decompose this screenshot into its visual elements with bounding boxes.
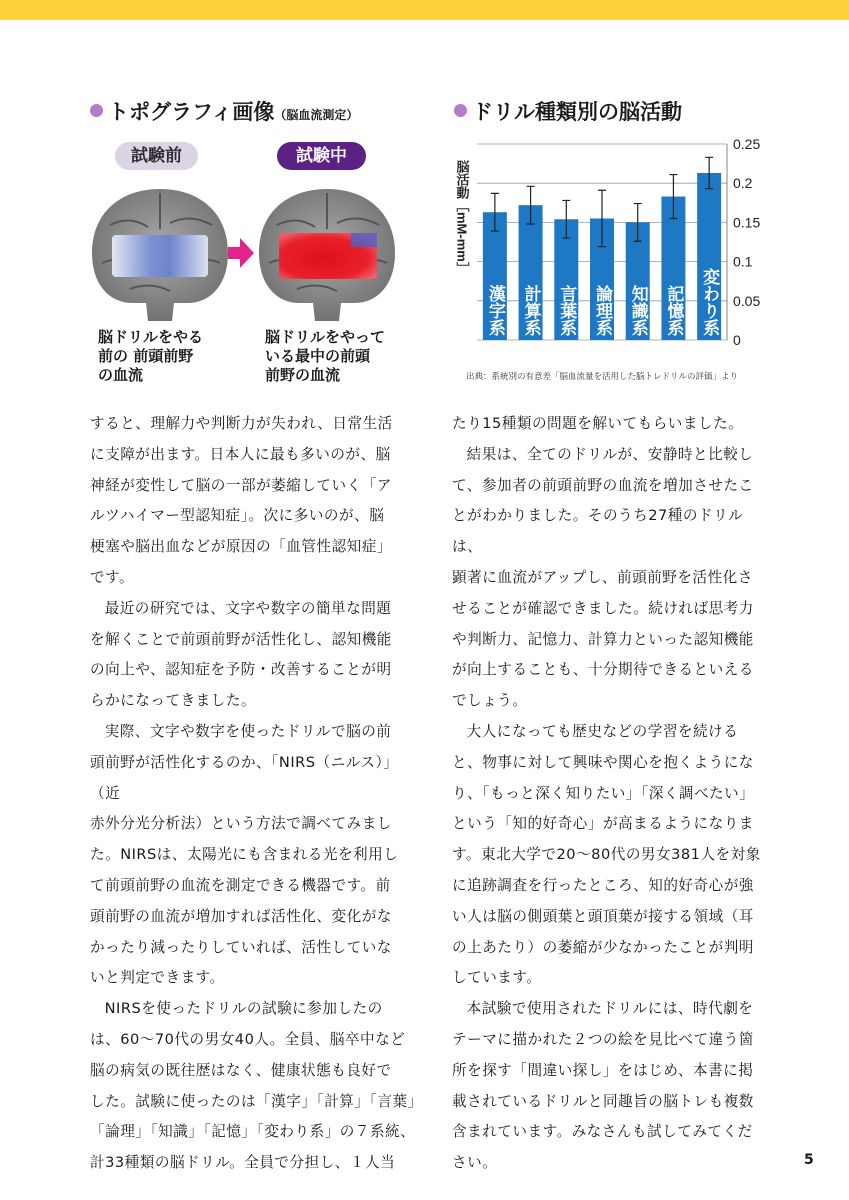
body-text-line: すると、理解力や判断力が失われ、日常生活 bbox=[90, 415, 393, 432]
bar-category-label: 論理系 bbox=[592, 285, 612, 336]
body-text-line: て前頭前野の血流を測定できる機器です。前 bbox=[90, 876, 391, 894]
body-text-line: らかになってきました。 bbox=[90, 692, 257, 710]
body-text-line: を解くことで前頭前野が活性化し、認知機能 bbox=[90, 630, 392, 648]
body-text-line: 頭前野が活性化するのか、「NIRS（ニルス）」（近 bbox=[90, 753, 399, 802]
body-text-line: 最近の研究では、文字や数字の簡単な問題 bbox=[104, 599, 392, 617]
body-text-line: 「論理」「知識」「記憶」「変わり系」の７系統、 bbox=[90, 1123, 416, 1141]
body-text-line: が向上することも、十分期待できるといえる bbox=[452, 661, 754, 679]
topography-title-text: トポグラフィ画像 bbox=[108, 100, 275, 124]
body-text-line: ルツハイマー型認知症」。次に多いのが、脳 bbox=[90, 507, 385, 525]
chart-y-axis-label: 脳活動［mM-mm］ bbox=[454, 160, 470, 275]
body-text-line: 大人になっても歴史などの学習を続ける bbox=[466, 722, 739, 740]
y-tick-label: 0.05 bbox=[733, 292, 761, 309]
body-text-line: り、「もっと深く知りたい」「深く調べたい」 bbox=[452, 784, 755, 802]
body-text-line: や判断力、記憶力、計算力といった認知機能 bbox=[452, 630, 754, 648]
body-text-line: せることが確認できました。続ければ思考力 bbox=[452, 599, 754, 617]
bullet-dot-icon bbox=[90, 104, 103, 117]
caption-during-line: 前野の血流 bbox=[265, 366, 341, 384]
y-tick-label: 0.25 bbox=[733, 136, 761, 152]
brain-during-image bbox=[257, 185, 397, 323]
body-text-line: 実際、文字や数字を使ったドリルで脳の前 bbox=[104, 722, 392, 740]
y-tick-label: 0.15 bbox=[733, 214, 761, 231]
body-text-line: と、物事に対して興味や関心を抱くようにな bbox=[452, 753, 754, 771]
caption-during-line: いる最中の前頭 bbox=[265, 347, 371, 365]
body-text-line: に支障が出ます。日本人に最も多いのが、脳 bbox=[90, 445, 391, 463]
bar-category-label: 記憶系 bbox=[663, 285, 684, 336]
page-number: 5 bbox=[804, 1152, 814, 1168]
topography-section-title bbox=[90, 96, 358, 126]
body-text-line: でしょう。 bbox=[452, 692, 528, 710]
chart-source-note: 出典：系統別の有意差「脳血流量を活用した脳トレドリルの評価」より bbox=[466, 372, 739, 382]
body-text-line: の向上や、認知症を予防・改善することが明 bbox=[90, 661, 392, 679]
body-text-line: NIRSを使ったドリルの試験に参加したの bbox=[104, 1000, 383, 1018]
caption-before-line: 前の 前頭前野 bbox=[98, 347, 194, 365]
badge-before-test: 試験前 bbox=[115, 142, 198, 170]
body-text-left-column bbox=[90, 409, 423, 1179]
body-text-line: です。 bbox=[90, 568, 135, 586]
body-text-line: 顕著に血流がアップし、前頭前野を活性化さ bbox=[452, 568, 753, 586]
bar-category-label: 計算系 bbox=[520, 285, 541, 336]
body-text-line: しています。 bbox=[452, 969, 542, 987]
chart-title-text: ドリル種類別の脳活動 bbox=[472, 100, 682, 124]
bar-category-label: 知識系 bbox=[627, 285, 648, 336]
bar-category-label: 変わり系 bbox=[699, 268, 720, 336]
body-text-line: たり15種類の問題を解いてもらいました。 bbox=[452, 415, 744, 432]
bar-category-label: 言葉系 bbox=[556, 285, 577, 336]
body-text-line: 所を探す「間違い探し」をはじめ、本書に掲 bbox=[452, 1061, 754, 1079]
body-text-line: かったり減ったりしていれば、活性していな bbox=[90, 938, 392, 956]
body-text-line: て、参加者の前頭前野の血流を増加させたこ bbox=[452, 476, 754, 494]
body-text-line: さい。 bbox=[452, 1154, 498, 1172]
brain-activity-bar-chart bbox=[440, 130, 770, 366]
caption-before bbox=[98, 328, 203, 385]
body-text-line: テーマに描かれた２つの絵を見比べて違う箇 bbox=[452, 1030, 754, 1048]
body-text-line: 赤外分光分析法）という方法で調べてみまし bbox=[90, 815, 392, 833]
body-text-line: は、60〜70代の男女40人。全員、脳卒中など bbox=[90, 1030, 406, 1048]
body-text-line: 脳の病気の既往歴はなく、健康状態も良好で bbox=[90, 1061, 392, 1079]
caption-during bbox=[265, 328, 385, 385]
body-text-line: 梗塞や脳出血などが原因の「血管性認知症」 bbox=[90, 538, 392, 556]
y-tick-label: 0.1 bbox=[733, 253, 753, 270]
topography-subtitle: （脳血流測定） bbox=[274, 108, 359, 122]
body-text-line: 神経が変性して脳の一部が萎縮していく「ア bbox=[90, 476, 392, 494]
body-text-line: 結果は、全てのドリルが、安静時と比較し bbox=[466, 445, 754, 463]
body-text-line: とがわかりました。そのうち27種のドリルは、 bbox=[452, 507, 744, 556]
body-text-line: した。試験に使ったのは「漢字」「計算」「言葉」 bbox=[90, 1092, 423, 1110]
bar-category-label: 漢字系 bbox=[484, 285, 505, 336]
body-text-line: 含まれています。みなさんも試してみてくだ bbox=[452, 1123, 753, 1141]
body-text-line: 計33種類の脳ドリル。全員で分担し、１人当 bbox=[90, 1154, 396, 1172]
body-text-line: に追跡調査を行ったところ、知的好奇心が強 bbox=[452, 876, 754, 894]
arrow-right-icon bbox=[228, 238, 254, 268]
bullet-dot-icon bbox=[454, 104, 467, 117]
body-text-line: 本試験で使用されたドリルには、時代劇を bbox=[466, 1000, 754, 1018]
body-text-line: 載されているドリルと同趣旨の脳トレも複数 bbox=[452, 1092, 754, 1110]
badge-during-test: 試験中 bbox=[277, 142, 366, 170]
body-text-line: という「知的好奇心」が高まるようになりま bbox=[452, 815, 754, 833]
caption-before-line: の血流 bbox=[98, 366, 144, 384]
caption-before-line: 脳ドリルをやる bbox=[98, 328, 204, 346]
body-text-line: い人は脳の側頭葉と頭頂葉が接する領域（耳 bbox=[452, 907, 754, 925]
body-text-line: た。NIRSは、太陽光にも含まれる光を利用し bbox=[90, 846, 399, 864]
brain-before-image bbox=[90, 185, 230, 323]
caption-during-line: 脳ドリルをやって bbox=[265, 328, 386, 346]
body-text-right-column bbox=[452, 409, 772, 1179]
body-text-line: の上あたり）の萎縮が少なかったことが判明 bbox=[452, 938, 754, 956]
top-color-bar bbox=[0, 0, 849, 20]
y-tick-label: 0 bbox=[733, 332, 741, 348]
y-tick-label: 0.2 bbox=[733, 175, 753, 192]
body-text-line: す。東北大学で20〜80代の男女381人を対象 bbox=[452, 846, 761, 864]
body-text-line: いと判定できます。 bbox=[90, 969, 225, 987]
chart-section-title bbox=[454, 96, 682, 126]
body-text-line: 頭前野の血流が増加すれば活性化、変化がな bbox=[90, 907, 392, 925]
